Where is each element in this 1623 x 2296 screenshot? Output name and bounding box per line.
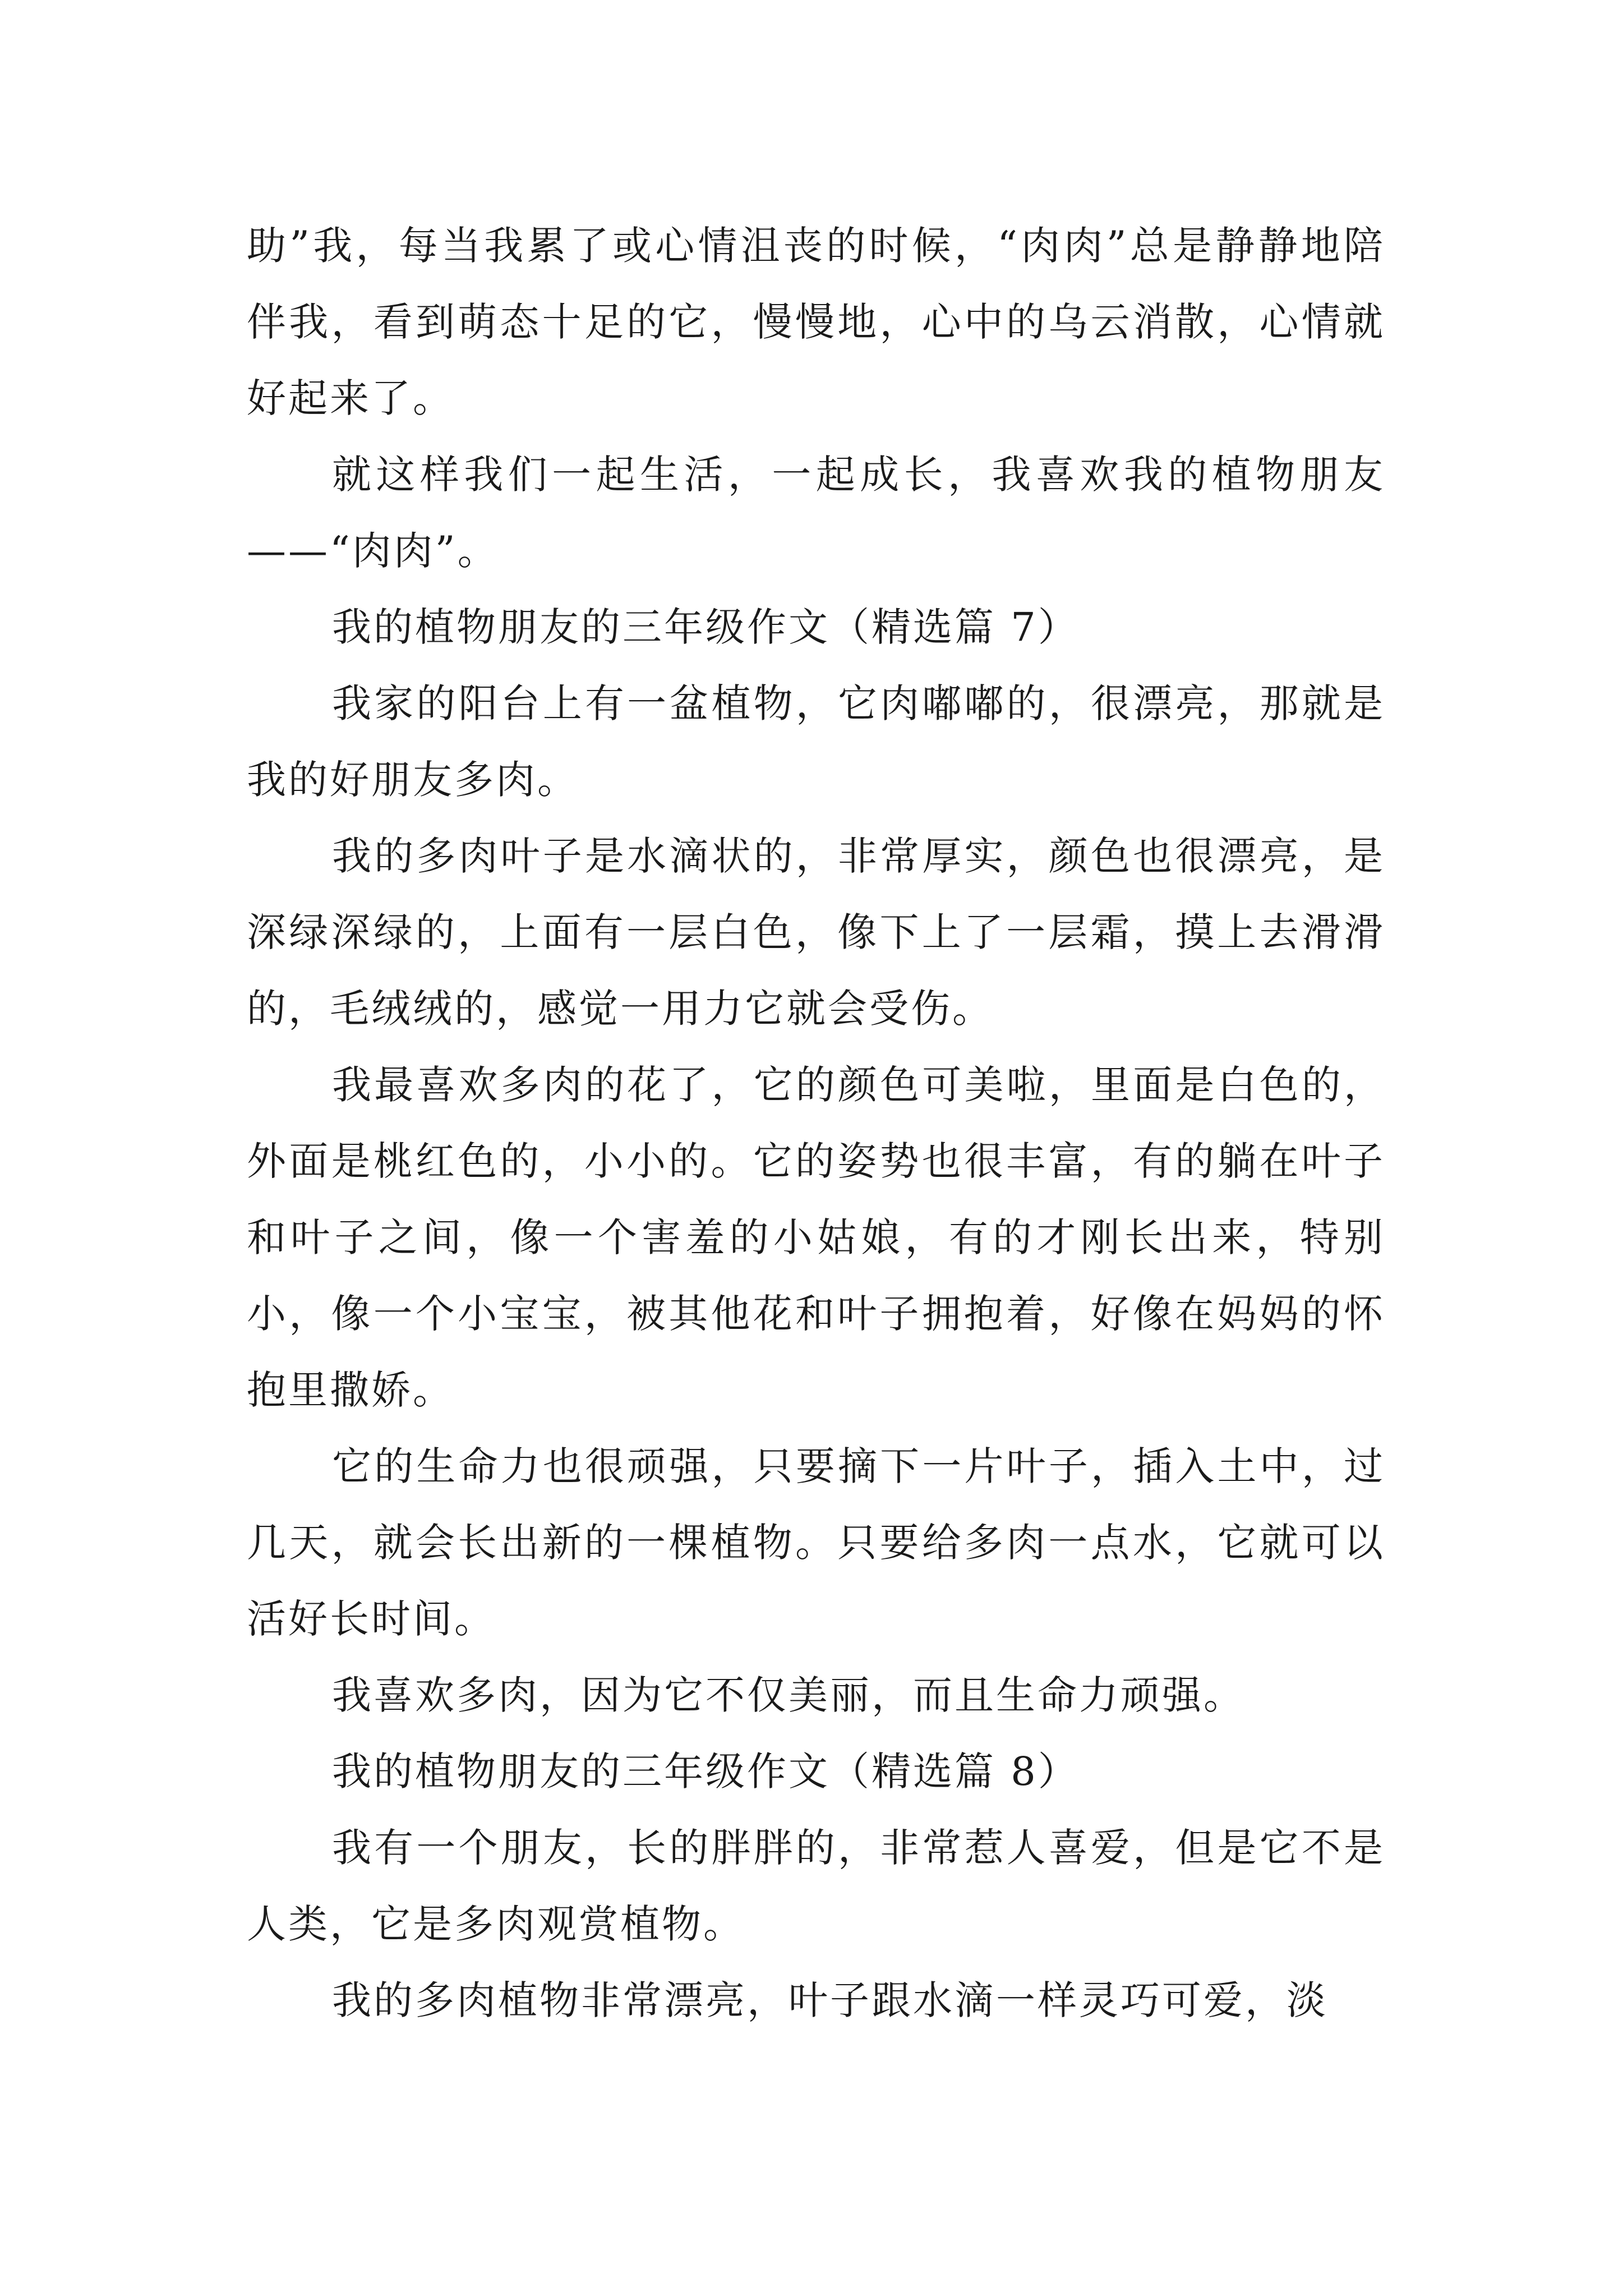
document-body xyxy=(247,208,1385,2039)
paragraph: 我喜欢多肉，因为它不仅美丽，而且生命力顽强。 xyxy=(332,1672,1245,1718)
paragraph: 我的多肉叶子是水滴状的，非常厚实，颜色也很漂亮，是深绿深绿的，上面有一层白色，像下上了一层霜，摸上去滑滑的，毛绒绒的，感觉一用力它就会受伤。 xyxy=(247,833,1385,1032)
section-heading: 我的植物朋友的三年级作文（精选篇 8） xyxy=(332,1749,1080,1795)
section-heading: 我的植物朋友的三年级作文（精选篇 7） xyxy=(332,604,1080,650)
paragraph: 我家的阳台上有一盆植物，它肉嘟嘟的，很漂亮，那就是我的好朋友多肉。 xyxy=(247,680,1385,803)
paragraph-continuation: 助”我，每当我累了或心情沮丧的时候，“肉肉”总是静静地陪伴我，看到萌态十足的它，慢慢地，心中的乌云消散，心情就好起来了。 xyxy=(247,223,1385,421)
paragraph: 我有一个朋友，长的胖胖的，非常惹人喜爱，但是它不是人类，它是多肉观赏植物。 xyxy=(247,1825,1385,1947)
paragraph: 它的生命力也很顽强，只要摘下一片叶子，插入土中，过几天，就会长出新的一棵植物。只要给多肉一点水，它就可以活好长时间。 xyxy=(247,1443,1385,1642)
paragraph: 我最喜欢多肉的花了，它的颜色可美啦，里面是白色的，外面是桃红色的，小小的。它的姿势也很丰富，有的躺在叶子和叶子之间，像一个害羞的小姑娘，有的才刚长出来，特别小，像一个小宝宝，被其他花和叶子拥抱着，好像在妈妈的怀抱里撒娇。 xyxy=(247,1062,1385,1413)
paragraph: 就这样我们一起生活，一起成长，我喜欢我的植物朋友——“肉肉”。 xyxy=(247,452,1385,574)
paragraph: 我的多肉植物非常漂亮，叶子跟水滴一样灵巧可爱，淡 xyxy=(332,1977,1328,2023)
